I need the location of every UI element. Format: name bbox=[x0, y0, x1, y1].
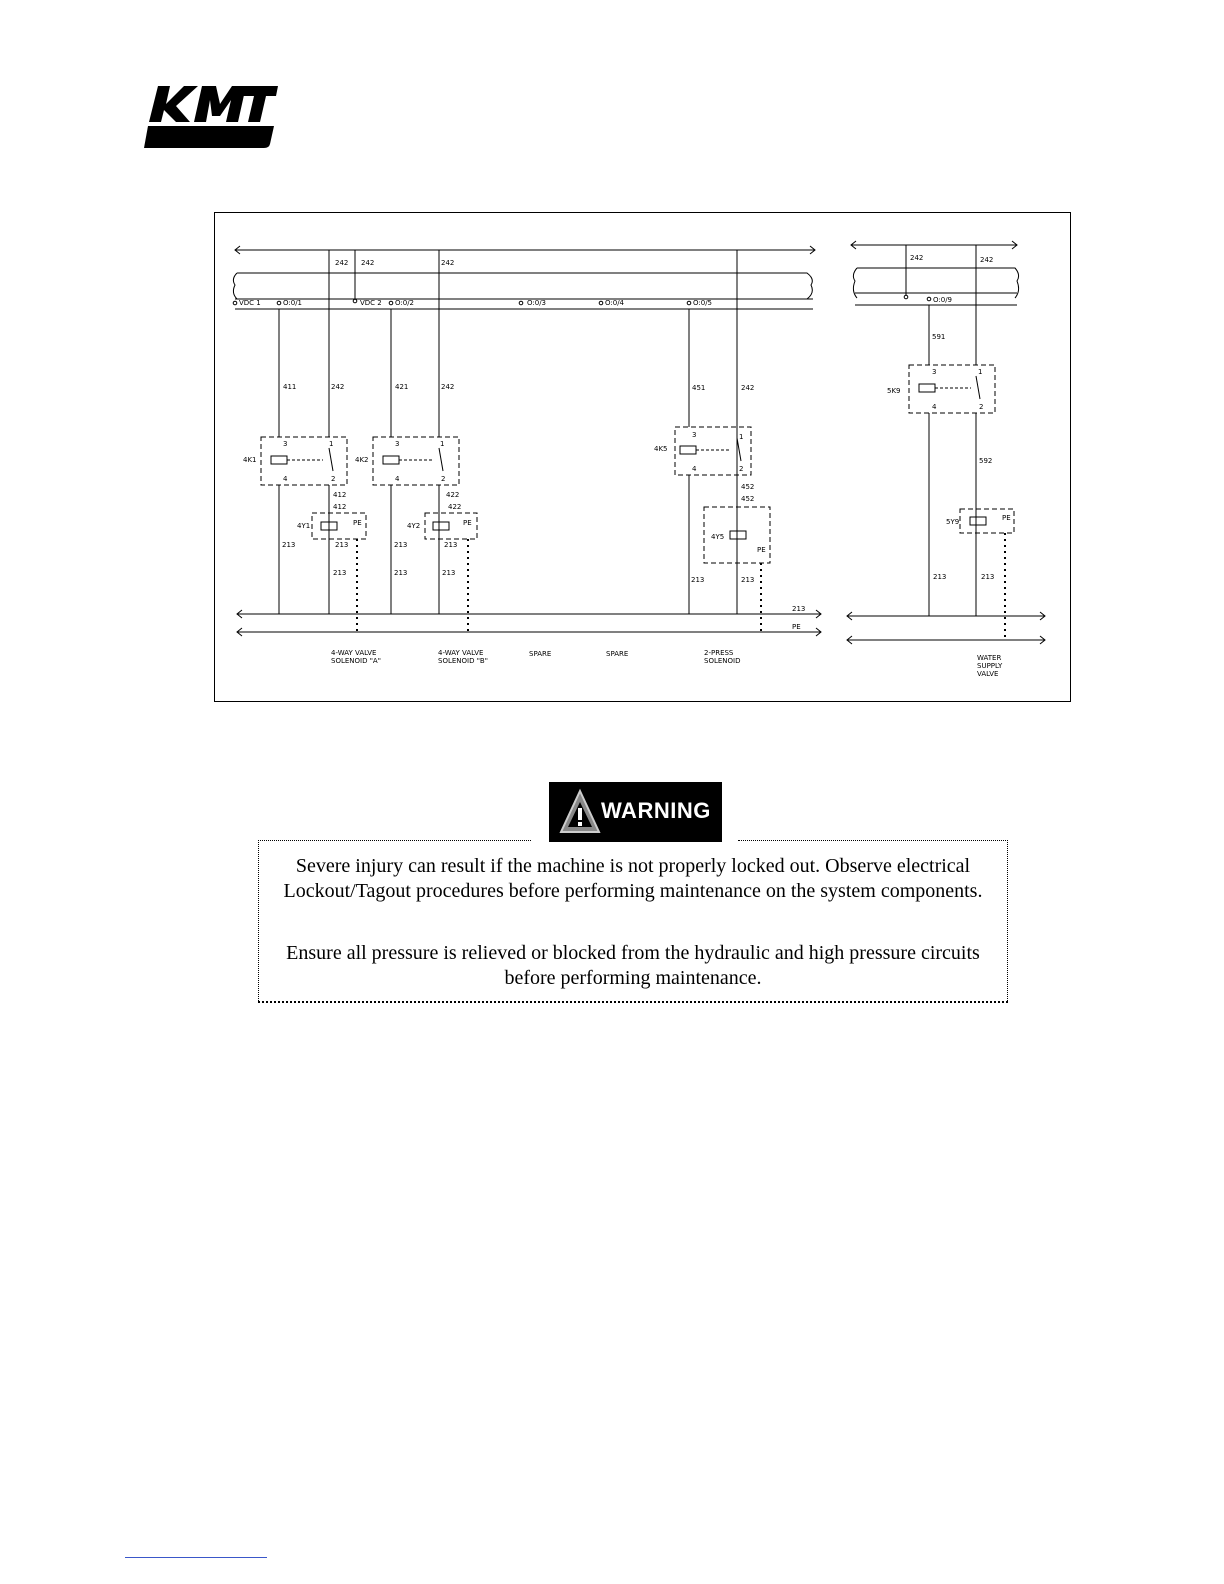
wire-label-412a: 412 bbox=[333, 491, 347, 499]
pe-label-3: PE bbox=[757, 546, 766, 554]
pe-label-1: PE bbox=[353, 519, 362, 527]
wire-label-213k: 213 bbox=[981, 573, 995, 581]
terminal-o1: O:0/1 bbox=[283, 299, 303, 307]
footer-rule bbox=[125, 1557, 267, 1558]
relay-4k2: 4K2 bbox=[355, 456, 369, 464]
wire-label-213e: 213 bbox=[333, 569, 347, 577]
wire-label-242f: 242 bbox=[331, 383, 345, 391]
caption-spare-2: SPARE bbox=[606, 650, 629, 658]
terminal-o4: O:0/4 bbox=[605, 299, 625, 307]
wire-label-213a: 213 bbox=[282, 541, 296, 549]
terminal-o9: O:0/9 bbox=[933, 296, 953, 304]
pin-2a: 2 bbox=[331, 475, 336, 483]
wire-label-452a: 452 bbox=[741, 483, 755, 491]
wiring-schematic bbox=[214, 212, 1071, 702]
wire-label-242b: 242 bbox=[361, 259, 375, 267]
terminal-o3: O:0/3 bbox=[527, 299, 547, 307]
wire-label-242h: 242 bbox=[741, 384, 755, 392]
pe-label-2: PE bbox=[463, 519, 472, 527]
caption-4way-a-2: SOLENOID "A" bbox=[331, 657, 381, 665]
wire-label-452b: 452 bbox=[741, 495, 755, 503]
solenoid-5y9: 5Y9 bbox=[946, 518, 960, 526]
pin-4b: 4 bbox=[395, 475, 400, 483]
pin-3c: 3 bbox=[692, 431, 697, 439]
warning-label: WARNING bbox=[601, 798, 711, 823]
warning-paragraph-1: Severe injury can result if the machine is not properly locked out. Observe electrical Lockout/Tagout procedures before performing maintenance on the system components. bbox=[283, 855, 983, 902]
relay-5k9: 5K9 bbox=[887, 387, 901, 395]
caption-4way-a-1: 4-WAY VALVE bbox=[331, 649, 377, 657]
pin-4a: 4 bbox=[283, 475, 288, 483]
caption-water-1: WATER bbox=[977, 654, 1002, 662]
solenoid-4y5: 4Y5 bbox=[711, 533, 725, 541]
wire-label-451: 451 bbox=[692, 384, 706, 392]
wire-label-213h: 213 bbox=[691, 576, 705, 584]
pe-bus-label: PE bbox=[792, 623, 801, 631]
wire-label-242a: 242 bbox=[335, 259, 349, 267]
caption-water-3: VALVE bbox=[977, 670, 999, 678]
pin-3b: 3 bbox=[395, 440, 400, 448]
warning-triangle-icon bbox=[559, 788, 601, 836]
caption-4way-b-2: SOLENOID "B" bbox=[438, 657, 488, 665]
pin-4c: 4 bbox=[692, 465, 697, 473]
pe-label-4: PE bbox=[1002, 514, 1011, 522]
terminal-o2: O:0/2 bbox=[395, 299, 415, 307]
caption-2press-2: SOLENOID bbox=[704, 657, 741, 665]
caption-spare-1: SPARE bbox=[529, 650, 552, 658]
wire-label-242c: 242 bbox=[441, 259, 455, 267]
wire-label-242e: 242 bbox=[980, 256, 994, 264]
wire-label-213f: 213 bbox=[394, 569, 408, 577]
pin-1c: 1 bbox=[739, 433, 744, 441]
pin-3a: 3 bbox=[283, 440, 288, 448]
wire-label-242g: 242 bbox=[441, 383, 455, 391]
wire-label-422b: 422 bbox=[448, 503, 462, 511]
solenoid-4y1: 4Y1 bbox=[297, 522, 311, 530]
wire-label-591: 591 bbox=[932, 333, 946, 341]
pin-4d: 4 bbox=[932, 403, 937, 411]
wire-label-213i: 213 bbox=[741, 576, 755, 584]
wire-label-213g: 213 bbox=[442, 569, 456, 577]
pin-1b: 1 bbox=[440, 440, 445, 448]
wire-label-411: 411 bbox=[283, 383, 297, 391]
pin-2d: 2 bbox=[979, 403, 984, 411]
wire-label-412b: 412 bbox=[333, 503, 347, 511]
wire-label-213c: 213 bbox=[394, 541, 408, 549]
relay-4k1: 4K1 bbox=[243, 456, 257, 464]
pin-1a: 1 bbox=[329, 440, 334, 448]
wire-label-422a: 422 bbox=[446, 491, 460, 499]
wire-label-213j: 213 bbox=[933, 573, 947, 581]
terminal-vdc2: VDC 2 bbox=[360, 299, 382, 307]
pin-2c: 2 bbox=[739, 465, 744, 473]
pin-1d: 1 bbox=[978, 368, 983, 376]
warning-paragraph-2: Ensure all pressure is relieved or blocked from the hydraulic and high pressure circuits before performing maintenance. bbox=[286, 942, 980, 989]
wire-label-421: 421 bbox=[395, 383, 409, 391]
wire-label-213b: 213 bbox=[335, 541, 349, 549]
pin-2b: 2 bbox=[441, 475, 446, 483]
schematic-drawing bbox=[215, 213, 1072, 703]
warning-badge bbox=[549, 782, 722, 842]
relay-4k5: 4K5 bbox=[654, 445, 668, 453]
terminal-o5: O:0/5 bbox=[693, 299, 713, 307]
caption-4way-b-1: 4-WAY VALVE bbox=[438, 649, 484, 657]
kmt-logo bbox=[140, 82, 280, 150]
wire-label-592: 592 bbox=[979, 457, 993, 465]
solenoid-4y2: 4Y2 bbox=[407, 522, 421, 530]
wire-label-213d: 213 bbox=[444, 541, 458, 549]
terminal-vdc1: VDC 1 bbox=[239, 299, 261, 307]
wire-label-242d: 242 bbox=[910, 254, 924, 262]
caption-water-2: SUPPLY bbox=[977, 662, 1003, 670]
pin-3d: 3 bbox=[932, 368, 937, 376]
caption-2press-1: 2-PRESS bbox=[704, 649, 734, 657]
wire-label-213-bus: 213 bbox=[792, 605, 806, 613]
